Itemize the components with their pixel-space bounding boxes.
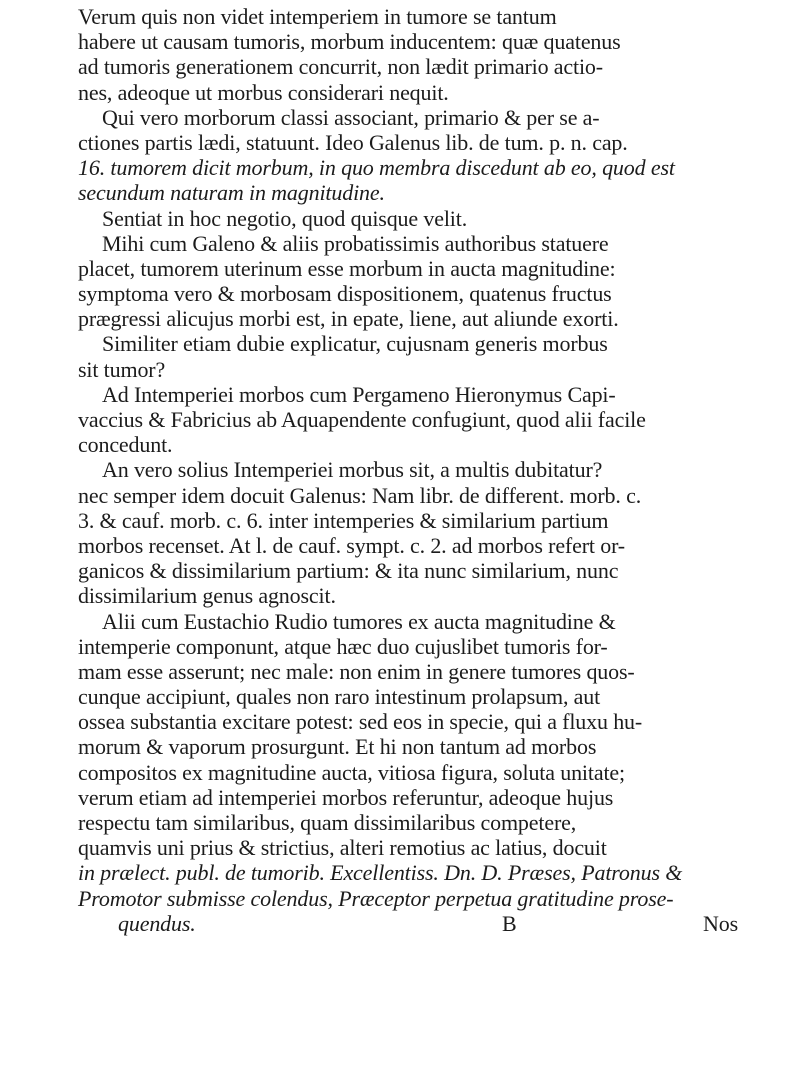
paragraph-start-line: An vero solius Intemperiei morbus sit, a multis dubitatur? [102,457,603,483]
text-line: symptoma vero & morbosam dispositionem, quatenus fructus [78,281,612,307]
text-line: ossea substantia excitare potest: sed eos in specie, qui a fluxu hu- [78,709,643,735]
text-line: placet, tumorem uterinum esse morbum in aucta magnitudine: [78,255,616,281]
text-line: cunque accipiunt, quales non raro intestinum prolapsum, aut [78,684,601,710]
citation-line: Promotor submisse colendus, Præceptor perpetua gratitudine prose- [78,885,674,911]
text-line: quamvis uni prius & strictius, alteri remotius ac latius, docuit [78,835,607,861]
paragraph-start-line: Ad Intemperiei morbos cum Pergameno Hieronymus Capi- [102,381,616,407]
text-line: ctiones partis lædi, statuunt. Ideo Galenus lib. de tum. p. n. cap. [78,129,628,155]
footer-row [78,911,778,936]
text-line: nes, adeoque ut morbus considerari nequit. [78,79,449,105]
text-line: 3. & cauf. morb. c. 6. inter intemperies & similarium partium [78,507,609,533]
text-line: morum & vaporum prosurgunt. Et hi non tantum ad morbos [78,734,597,760]
paragraph-start-line: Alii cum Eustachio Rudio tumores ex aucta magnitudine & [102,608,616,634]
citation-line: in prælect. publ. de tumorib. Excellentiss. Dn. D. Præses, Patronus & [78,860,683,886]
quotation-line: secundum naturam in magnitudine. [78,180,385,206]
text-line: intemperie componunt, atque hæc duo cujuslibet tumoris for- [78,633,608,659]
quotation-line: 16. tumorem dicit morbum, in quo membra discedunt ab eo, quod est [78,155,675,181]
paragraph-start-line: Sentiat in hoc negotio, quod quisque velit. [102,205,468,231]
text-line: vaccius & Fabricius ab Aquapendente confugiunt, quod alii facile [78,407,646,432]
paragraph-start-line: Mihi cum Galeno & aliis probatissimis authoribus statuere [102,230,609,256]
text-line: ad tumoris generationem concurrit, non lædit primario actio- [78,54,603,80]
text-line: Verum quis non videt intemperiem in tumore se tantum [78,4,557,29]
text-line: respectu tam similaribus, quam dissimilaribus competere, [78,810,577,835]
last-text-line: quendus. [118,910,196,936]
text-line: compositos ex magnitudine aucta, vitiosa figura, soluta unitate; [78,759,625,785]
text-block [78,4,778,936]
text-line: concedunt. [78,432,173,458]
text-line: ganicos & dissimilarium partium: & ita nunc similarium, nunc [78,558,619,584]
catchword: Nos [702,910,738,936]
signature-mark: B [502,910,517,936]
paragraph-start-line: Qui vero morborum classi associant, primario & per se a- [102,104,600,130]
text-line: morbos recenset. At l. de cauf. sympt. c. 2. ad morbos refert or- [78,532,625,558]
text-line: prægressi alicujus morbi est, in epate, liene, aut aliunde exorti. [78,306,619,332]
text-line: sit tumor? [78,356,166,382]
text-line: mam esse asserunt; nec male: non enim in genere tumores quos- [78,658,635,684]
text-line: dissimilarium genus agnoscit. [78,583,336,609]
text-line: nec semper idem docuit Galenus: Nam libr. de different. morb. c. [78,482,642,508]
text-line: verum etiam ad intemperiei morbos referuntur, adeoque hujus [78,784,614,810]
paragraph-start-line: Similiter etiam dubie explicatur, cujusnam generis morbus [102,331,608,357]
text-line: habere ut causam tumoris, morbum inducentem: quæ quatenus [78,29,621,55]
